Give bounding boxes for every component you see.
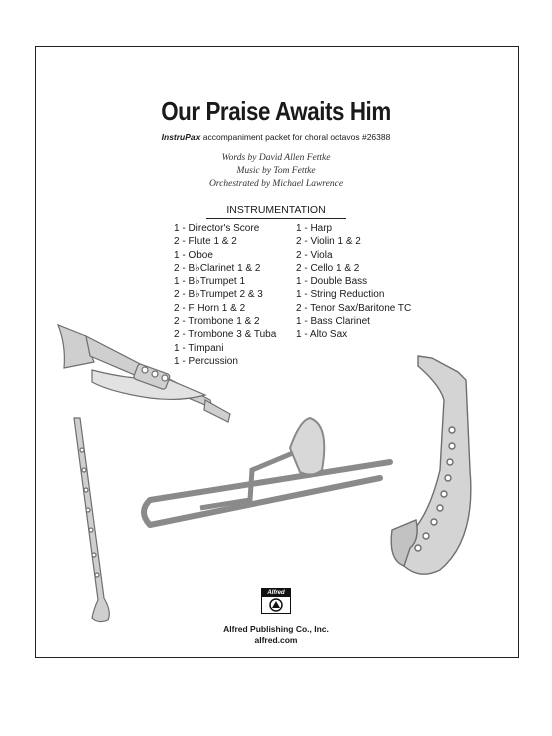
alfred-logo-text: Alfred	[262, 589, 290, 597]
alfred-logo-emblem-icon	[262, 597, 290, 613]
instrument-item: 1 - String Reduction	[296, 289, 385, 301]
instrument-item: 1 - Bass Clarinet	[296, 316, 370, 328]
instrument-item: 2 - B♭Clarinet 1 & 2	[174, 262, 261, 274]
credit-music: Music by Tom Fettke	[236, 166, 316, 176]
publisher-name: Alfred Publishing Co., Inc.	[223, 624, 329, 634]
instrument-item: 1 - Director's Score	[174, 223, 260, 234]
instrument-item: 2 - Cello 1 & 2	[296, 262, 360, 274]
subtitle-text: accompaniment packet for choral octavos #26388	[200, 132, 391, 142]
page-title: Our Praise Awaits Him	[161, 96, 391, 126]
instrument-item: 1 - Percussion	[174, 355, 238, 367]
instrument-item: 1 - Oboe	[174, 249, 213, 261]
trombone-illustration	[144, 418, 390, 525]
publisher-block	[0, 624, 552, 646]
credit-orchestrated: Orchestrated by Michael Lawrence	[208, 179, 344, 189]
clarinet-illustration	[74, 418, 109, 622]
instrumentation-heading: INSTRUMENTATION	[206, 204, 346, 219]
saxophone-illustration	[391, 356, 471, 574]
publisher-url: alfred.com	[254, 635, 298, 645]
instrument-item: 2 - Trombone 1 & 2	[174, 316, 260, 328]
instrument-item: 2 - F Horn 1 & 2	[174, 302, 246, 314]
instrument-item: 2 - Violin 1 & 2	[296, 236, 361, 248]
instrument-item: 2 - B♭Trumpet 2 & 3	[174, 289, 263, 301]
credit-words: Words by David Allen Fettke	[221, 153, 331, 163]
subtitle-brand: InstruPax	[161, 132, 201, 142]
instrument-item: 2 - Flute 1 & 2	[174, 236, 237, 248]
alfred-logo	[261, 588, 291, 614]
instrument-item: 2 - Viola	[296, 249, 333, 261]
instrument-item: 1 - B♭Trumpet 1	[174, 276, 246, 288]
trumpet-illustration	[58, 325, 230, 422]
instrument-item: 1 - Timpani	[174, 342, 224, 354]
instrument-item: 2 - Trombone 3 & Tuba	[174, 329, 277, 341]
instrument-item: 2 - Tenor Sax/Baritone TC	[296, 302, 412, 314]
instrument-item: 1 - Alto Sax	[296, 329, 348, 341]
instrument-item: 1 - Double Bass	[296, 276, 368, 288]
instrument-item: 1 - Harp	[296, 223, 333, 234]
